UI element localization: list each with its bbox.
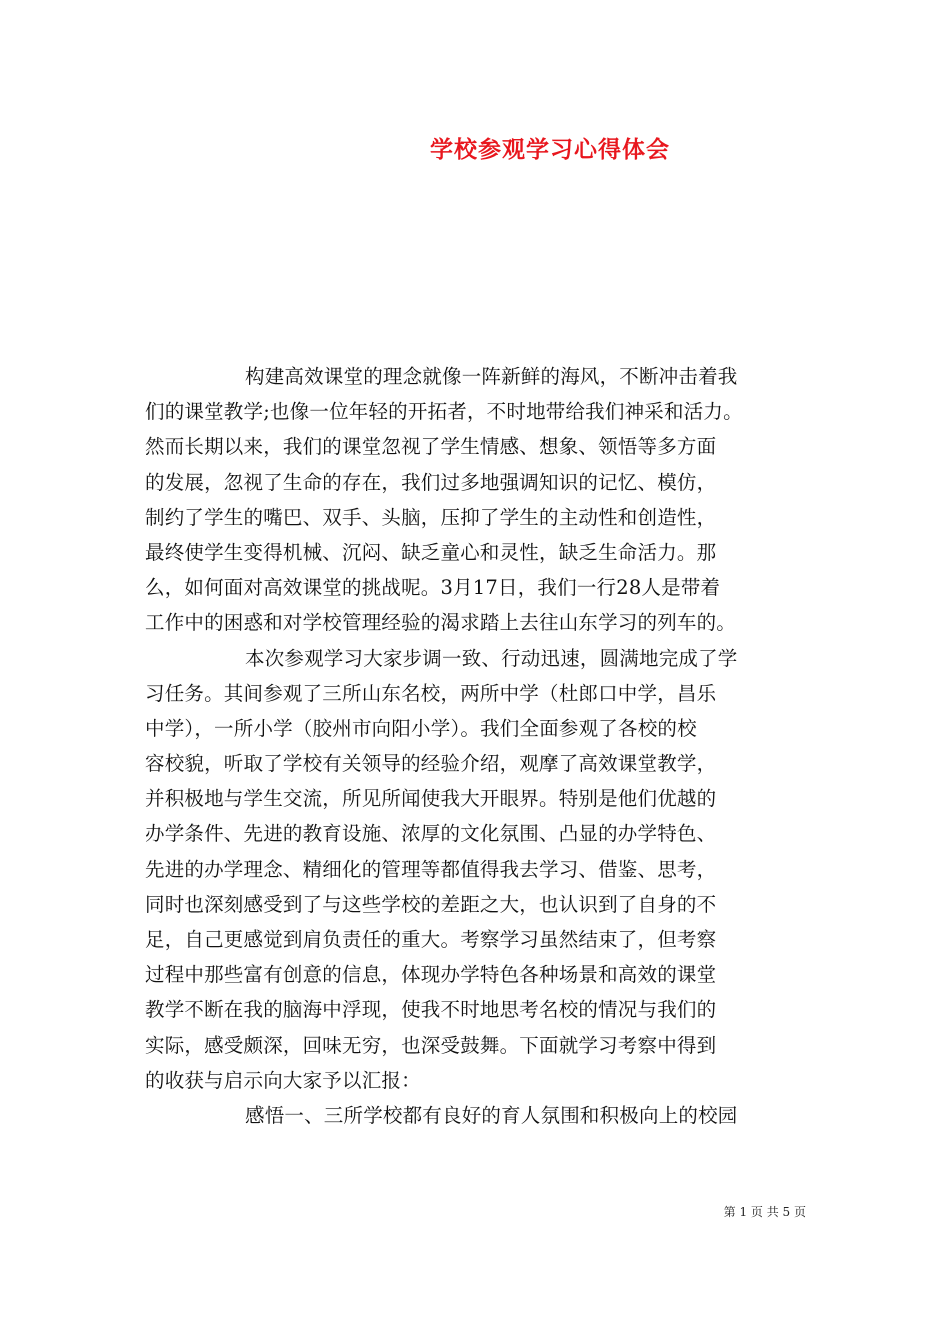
text-line: 实际，感受颇深，回味无穷，也深受鼓舞。下面就学习考察中得到 — [145, 1033, 717, 1057]
text-line: 先进的办学理念、精细化的管理等都值得我去学习、借鉴、思考， — [145, 857, 717, 881]
text-line: 并积极地与学生交流，所见所闻使我大开眼界。特别是他们优越的 — [145, 787, 717, 811]
text-line: 办学条件、先进的教育设施、浓厚的文化氛围、凸显的办学特色、 — [145, 822, 717, 846]
text-line: 最终使学生变得机械、沉闷、缺乏童心和灵性，缺乏生命活力。那 — [145, 540, 717, 564]
text-line: 们的课堂教学;也像一位年轻的开拓者，不时地带给我们神采和活力。 — [145, 400, 743, 424]
document-title: 学校参观学习心得体会 — [430, 136, 670, 163]
text-line: 感悟一、三所学校都有良好的育人氛围和积极向上的校园 — [245, 1103, 738, 1127]
text-line: 然而长期以来，我们的课堂忽视了学生情感、想象、领悟等多方面 — [145, 435, 717, 459]
text-line: 的收获与启示向大家予以汇报： — [145, 1068, 421, 1092]
text-line: 工作中的困惑和对学校管理经验的渴求踏上去往山东学习的列车的。 — [145, 611, 737, 635]
text-line: 本次参观学习大家步调一致、行动迅速，圆满地完成了学 — [245, 646, 738, 670]
text-line: 构建高效课堂的理念就像一阵新鲜的海风，不断冲击着我 — [245, 365, 738, 388]
text-line: 同时也深刻感受到了与这些学校的差距之大，也认识到了自身的不 — [145, 892, 717, 916]
text-line: 教学不断在我的脑海中浮现，使我不时地思考名校的情况与我们的 — [145, 998, 717, 1022]
document-body — [145, 359, 810, 1133]
text-line: 习任务。其间参观了三所山东名校，两所中学（杜郎口中学，昌乐 — [145, 681, 717, 705]
text-line: 容校貌，听取了学校有关领导的经验介绍，观摩了高效课堂教学， — [145, 752, 717, 776]
text-line: 足，自己更感觉到肩负责任的重大。考察学习虽然结束了，但考察 — [145, 928, 717, 951]
text-line: 制约了学生的嘴巴、双手、头脑，压抑了学生的主动性和创造性， — [145, 505, 717, 529]
text-line: 过程中那些富有创意的信息，体现办学特色各种场景和高效的课堂 — [145, 963, 717, 987]
text-line: 中学），一所小学（胶州市向阳小学）。我们全面参观了各校的校 — [145, 716, 697, 740]
text-line: 的发展，忽视了生命的存在，我们过多地强调知识的记忆、模仿， — [145, 470, 717, 494]
page-number: 第 1 页 共 5 页 — [723, 1205, 806, 1219]
text-line: 么，如何面对高效课堂的挑战呢。3月17日，我们一行28人是带着 — [145, 576, 721, 600]
